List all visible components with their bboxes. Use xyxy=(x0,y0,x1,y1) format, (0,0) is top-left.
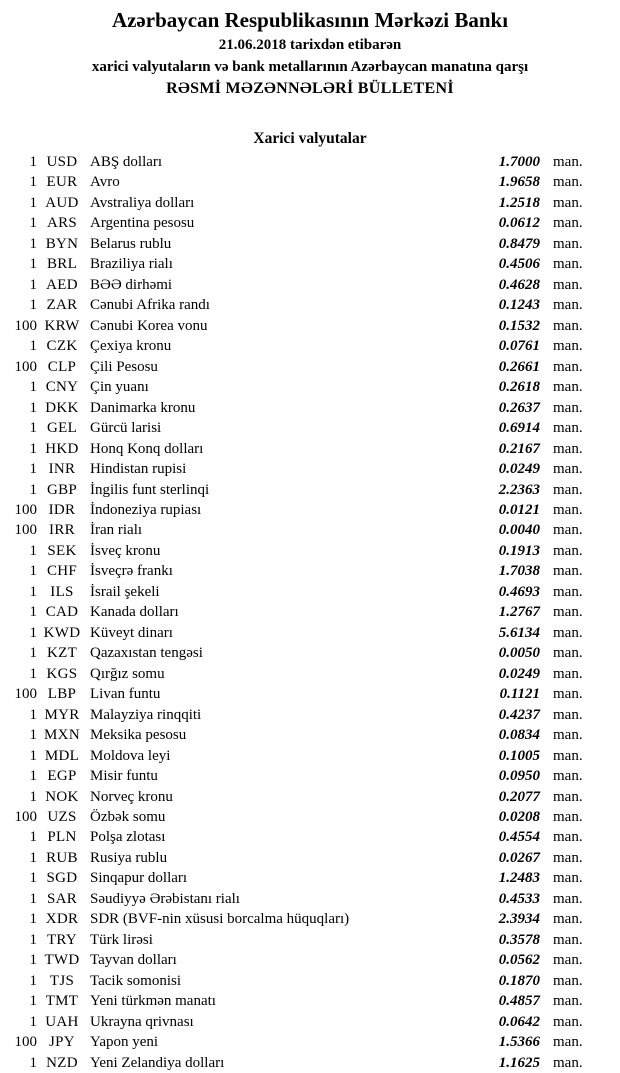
currency-name: Qazaxıstan tengəsi xyxy=(90,645,203,662)
currency-name: Braziliya rialı xyxy=(90,256,173,273)
unit-label: man. xyxy=(553,604,583,621)
table-row xyxy=(0,684,620,704)
currency-rate: 0.0950 xyxy=(498,768,540,785)
unit-label: man. xyxy=(553,420,583,437)
table-row xyxy=(0,643,620,663)
currency-rate: 0.2637 xyxy=(498,399,540,416)
unit-label: man. xyxy=(553,706,583,723)
currency-quantity: 1 xyxy=(29,420,37,437)
unit-label: man. xyxy=(553,665,583,682)
currency-code: MYR xyxy=(44,706,80,723)
table-row xyxy=(0,213,620,233)
unit-label: man. xyxy=(553,235,583,252)
unit-label: man. xyxy=(553,583,583,600)
unit-label: man. xyxy=(553,461,583,478)
table-row xyxy=(0,377,620,397)
currency-quantity: 1 xyxy=(29,215,37,232)
currency-code: CNY xyxy=(45,379,79,396)
table-row xyxy=(0,602,620,622)
unit-label: man. xyxy=(553,174,583,191)
currency-quantity: 1 xyxy=(29,768,37,785)
unit-label: man. xyxy=(553,849,583,866)
currency-name: Sinqapur dolları xyxy=(90,870,188,887)
unit-label: man. xyxy=(553,1013,583,1030)
table-row xyxy=(0,889,620,909)
unit-label: man. xyxy=(553,542,583,559)
unit-label: man. xyxy=(553,154,583,170)
unit-label: man. xyxy=(553,809,583,825)
currency-quantity: 1 xyxy=(29,788,37,805)
currency-quantity: 1 xyxy=(29,583,37,600)
currency-name: ABŞ dolları xyxy=(90,154,163,170)
currency-code: AUD xyxy=(45,194,79,211)
unit-label: man. xyxy=(553,829,583,846)
unit-label: man. xyxy=(553,911,583,928)
currency-code: KGS xyxy=(46,665,78,682)
unit-label: man. xyxy=(553,993,583,1010)
currency-code: SEK xyxy=(47,542,77,559)
currency-name: Norveç kronu xyxy=(90,788,173,805)
currency-rate: 0.0267 xyxy=(498,849,540,866)
currency-name: Çin yuanı xyxy=(90,379,149,396)
currency-name: Yeni türkmən manatı xyxy=(90,993,216,1010)
currency-code: PLN xyxy=(47,829,77,846)
currency-code: BRL xyxy=(46,256,78,273)
currency-name: Moldova leyi xyxy=(90,747,171,764)
currency-code: INR xyxy=(48,461,76,478)
currency-name: Yapon yeni xyxy=(90,1034,159,1051)
currency-quantity: 1 xyxy=(29,542,37,559)
currency-rate: 0.4533 xyxy=(498,890,540,907)
currency-quantity: 1 xyxy=(29,563,37,580)
currency-name: Belarus rublu xyxy=(90,235,172,252)
currency-rate: 1.7038 xyxy=(498,563,540,580)
table-row xyxy=(0,439,620,459)
currency-code: CAD xyxy=(45,604,79,621)
currency-code: UZS xyxy=(47,809,77,825)
currency-rate: 0.0208 xyxy=(498,809,540,825)
currency-code: TWD xyxy=(44,952,80,969)
unit-label: man. xyxy=(553,215,583,232)
unit-label: man. xyxy=(553,931,583,948)
currency-rate: 0.0121 xyxy=(498,501,540,518)
bulletin-title: RƏSMİ MƏZƏNNƏLƏRİ BÜLLETENİ xyxy=(166,80,454,97)
table-row xyxy=(0,807,620,827)
currency-name: SDR (BVF-nin xüsusi borcalma hüquqları) xyxy=(90,911,350,928)
currency-code: BYN xyxy=(45,235,79,252)
currency-name: Qırğız somu xyxy=(90,665,165,682)
currency-name: Avstraliya dolları xyxy=(90,194,195,211)
currency-name: Ukrayna qrivnası xyxy=(90,1013,194,1030)
section-title-foreign-currencies: Xarici valyutalar xyxy=(253,130,367,147)
currency-code: CZK xyxy=(46,338,78,355)
currency-quantity: 1 xyxy=(29,849,37,866)
unit-label: man. xyxy=(553,563,583,580)
currency-code: EUR xyxy=(46,174,78,191)
table-row xyxy=(0,254,620,274)
currency-rate: 0.0612 xyxy=(498,215,540,232)
currency-name: Honq Konq dolları xyxy=(90,440,204,457)
currency-name: İngilis funt sterlinqi xyxy=(90,481,210,498)
unit-label: man. xyxy=(553,624,583,641)
table-row xyxy=(0,623,620,643)
currency-code: TMT xyxy=(45,993,79,1010)
currency-quantity: 100 xyxy=(14,317,37,334)
currency-quantity: 1 xyxy=(29,1013,37,1030)
table-row xyxy=(0,848,620,868)
table-row xyxy=(0,1053,620,1073)
currency-rate: 1.7000 xyxy=(498,154,540,170)
currency-quantity: 1 xyxy=(29,972,37,989)
currency-code: TJS xyxy=(49,972,75,989)
table-row xyxy=(0,1012,620,1032)
currency-rate: 0.1913 xyxy=(498,542,540,559)
currency-name: Hindistan rupisi xyxy=(90,461,187,478)
table-row xyxy=(0,500,620,520)
table-row xyxy=(0,705,620,725)
currency-rate: 2.2363 xyxy=(498,481,540,498)
currency-name: Özbək somu xyxy=(90,809,166,825)
effective-date-line: 21.06.2018 tarixdən etibarən xyxy=(218,37,402,53)
currency-rate: 0.4628 xyxy=(498,276,540,293)
currency-quantity: 1 xyxy=(29,174,37,191)
currency-code: SAR xyxy=(46,890,78,907)
currency-quantity: 1 xyxy=(29,1054,37,1071)
currency-code: HKD xyxy=(45,440,79,457)
currency-quantity: 1 xyxy=(29,993,37,1010)
unit-label: man. xyxy=(553,972,583,989)
table-row xyxy=(0,316,620,336)
currency-rate: 0.2167 xyxy=(498,440,540,457)
unit-label: man. xyxy=(553,727,583,744)
table-row xyxy=(0,520,620,540)
unit-label: man. xyxy=(553,297,583,314)
table-row xyxy=(0,582,620,602)
currency-quantity: 1 xyxy=(29,154,37,170)
table-row xyxy=(0,950,620,970)
document-header xyxy=(0,0,620,100)
unit-label: man. xyxy=(553,768,583,785)
bank-name-title: Azərbaycan Respublikasının Mərkəzi Bankı xyxy=(111,8,509,32)
table-row xyxy=(0,172,620,192)
currency-name: Polşa zlotası xyxy=(90,829,166,846)
currency-code: IDR xyxy=(48,501,76,518)
rates-table xyxy=(0,152,620,1073)
unit-label: man. xyxy=(553,481,583,498)
currency-quantity: 1 xyxy=(29,461,37,478)
currency-name: Səudiyyə Ərəbistanı rialı xyxy=(90,890,240,907)
unit-label: man. xyxy=(553,686,583,703)
currency-code: DKK xyxy=(45,399,79,416)
unit-label: man. xyxy=(553,440,583,457)
currency-quantity: 1 xyxy=(29,256,37,273)
currency-name: Çili Pesosu xyxy=(90,358,158,375)
currency-name: Yeni Zelandiya dolları xyxy=(90,1054,225,1071)
unit-label: man. xyxy=(553,256,583,273)
currency-rate: 0.8479 xyxy=(498,235,540,252)
currency-quantity: 100 xyxy=(14,358,37,375)
currency-code: KRW xyxy=(44,317,80,334)
scope-line: xarici valyutaların və bank metallarının Azərbaycan manatına qarşı xyxy=(91,59,529,75)
currency-rate: 0.1243 xyxy=(498,297,540,314)
currency-rate: 0.0050 xyxy=(498,645,540,662)
currency-code: LBP xyxy=(47,686,77,703)
currency-quantity: 100 xyxy=(14,809,37,825)
currency-quantity: 1 xyxy=(29,952,37,969)
currency-code: SGD xyxy=(46,870,78,887)
currency-rate: 0.0249 xyxy=(498,665,540,682)
table-row xyxy=(0,868,620,888)
table-row xyxy=(0,787,620,807)
currency-code: ZAR xyxy=(46,297,78,314)
currency-code: JPY xyxy=(49,1034,75,1051)
unit-label: man. xyxy=(553,399,583,416)
currency-rate: 0.1870 xyxy=(498,972,540,989)
currency-code: IRR xyxy=(49,522,75,539)
currency-quantity: 1 xyxy=(29,624,37,641)
unit-label: man. xyxy=(553,890,583,907)
currency-rate: 0.4857 xyxy=(498,993,540,1010)
unit-label: man. xyxy=(553,522,583,539)
unit-label: man. xyxy=(553,788,583,805)
currency-code: NZD xyxy=(46,1054,78,1071)
unit-label: man. xyxy=(553,1034,583,1051)
table-row xyxy=(0,766,620,786)
currency-rate: 0.1005 xyxy=(498,747,540,764)
currency-name: Çexiya kronu xyxy=(90,338,172,355)
table-row xyxy=(0,561,620,581)
currency-rate: 0.0834 xyxy=(498,727,540,744)
currency-quantity: 1 xyxy=(29,481,37,498)
currency-code: GBP xyxy=(46,481,78,498)
currency-code: UAH xyxy=(45,1013,79,1030)
table-row xyxy=(0,336,620,356)
currency-name: Avro xyxy=(90,174,120,191)
unit-label: man. xyxy=(553,358,583,375)
currency-name: İran rialı xyxy=(90,522,143,539)
currency-name: Gürcü larisi xyxy=(90,420,162,437)
currency-rate: 0.0761 xyxy=(498,338,540,355)
currency-name: Cənubi Afrika randı xyxy=(90,297,210,314)
currency-rate: 0.3578 xyxy=(498,931,540,948)
unit-label: man. xyxy=(553,194,583,211)
table-row xyxy=(0,541,620,561)
unit-label: man. xyxy=(553,952,583,969)
table-row xyxy=(0,193,620,213)
currency-quantity: 1 xyxy=(29,235,37,252)
currency-rate: 0.0562 xyxy=(498,952,540,969)
currency-rate: 0.4693 xyxy=(498,583,540,600)
table-row xyxy=(0,480,620,500)
unit-label: man. xyxy=(553,379,583,396)
table-row xyxy=(0,725,620,745)
currency-name: Tacik somonisi xyxy=(90,972,182,989)
table-row xyxy=(0,746,620,766)
currency-name: Tayvan dolları xyxy=(90,952,177,969)
table-row xyxy=(0,664,620,684)
table-row xyxy=(0,418,620,438)
currency-quantity: 100 xyxy=(14,1034,37,1051)
currency-rate: 0.0249 xyxy=(498,461,540,478)
currency-rate: 0.4506 xyxy=(498,256,540,273)
currency-quantity: 1 xyxy=(29,276,37,293)
currency-rate: 1.9658 xyxy=(498,174,540,191)
currency-name: Rusiya rublu xyxy=(90,849,168,866)
currency-quantity: 1 xyxy=(29,665,37,682)
unit-label: man. xyxy=(553,317,583,334)
currency-code: EGP xyxy=(47,768,77,785)
currency-quantity: 1 xyxy=(29,870,37,887)
unit-label: man. xyxy=(553,747,583,764)
currency-name: Cənubi Korea vonu xyxy=(90,317,208,334)
currency-rate: 1.2518 xyxy=(498,194,540,211)
table-row xyxy=(0,930,620,950)
table-row xyxy=(0,275,620,295)
currency-rate: 2.3934 xyxy=(498,911,540,928)
currency-rate: 0.2618 xyxy=(498,379,540,396)
table-row xyxy=(0,827,620,847)
currency-rate: 0.2077 xyxy=(498,788,540,805)
currency-code: AED xyxy=(46,276,78,293)
unit-label: man. xyxy=(553,870,583,887)
currency-rate: 0.0040 xyxy=(498,522,540,539)
currency-name: BƏƏ dirhəmi xyxy=(90,276,173,293)
table-row xyxy=(0,991,620,1011)
currency-quantity: 100 xyxy=(14,501,37,518)
currency-quantity: 1 xyxy=(29,911,37,928)
currency-name: Küveyt dinarı xyxy=(90,624,173,641)
currency-rate: 1.2767 xyxy=(498,604,540,621)
currency-quantity: 1 xyxy=(29,829,37,846)
currency-quantity: 1 xyxy=(29,727,37,744)
currency-quantity: 1 xyxy=(29,297,37,314)
currency-quantity: 1 xyxy=(29,604,37,621)
currency-quantity: 1 xyxy=(29,890,37,907)
table-row xyxy=(0,1032,620,1052)
table-row xyxy=(0,152,620,172)
currency-code: RUB xyxy=(46,849,78,866)
currency-code: KZT xyxy=(46,645,78,662)
currency-rate: 0.1532 xyxy=(498,317,540,334)
currency-code: MDL xyxy=(44,747,80,764)
table-row xyxy=(0,459,620,479)
currency-rate: 0.0642 xyxy=(498,1013,540,1030)
unit-label: man. xyxy=(553,501,583,518)
currency-name: Misir funtu xyxy=(90,768,158,785)
unit-label: man. xyxy=(553,338,583,355)
currency-rate: 1.5366 xyxy=(498,1034,540,1051)
table-row xyxy=(0,971,620,991)
unit-label: man. xyxy=(553,645,583,662)
currency-rate: 0.4237 xyxy=(498,706,540,723)
currency-code: GEL xyxy=(46,420,78,437)
currency-quantity: 100 xyxy=(14,686,37,703)
currency-code: ILS xyxy=(50,583,74,600)
currency-name: İsveçrə frankı xyxy=(90,563,173,580)
table-row xyxy=(0,909,620,929)
currency-name: İsrail şekeli xyxy=(90,583,160,600)
currency-rate: 0.6914 xyxy=(498,420,540,437)
currency-quantity: 1 xyxy=(29,747,37,764)
currency-rate: 0.4554 xyxy=(498,829,540,846)
currency-name: Kanada dolları xyxy=(90,604,179,621)
currency-rate: 0.1121 xyxy=(499,686,540,703)
currency-quantity: 1 xyxy=(29,931,37,948)
currency-code: CLP xyxy=(47,358,77,375)
currency-code: CHF xyxy=(46,563,78,580)
unit-label: man. xyxy=(553,1054,583,1071)
currency-quantity: 1 xyxy=(29,645,37,662)
currency-rate: 1.2483 xyxy=(498,870,540,887)
currency-rate: 1.1625 xyxy=(498,1054,540,1071)
currency-quantity: 1 xyxy=(29,194,37,211)
currency-quantity: 1 xyxy=(29,399,37,416)
unit-label: man. xyxy=(553,276,583,293)
currency-name: İndoneziya rupiası xyxy=(90,501,202,518)
currency-name: Meksika pesosu xyxy=(90,727,187,744)
currency-name: İsveç kronu xyxy=(90,542,161,559)
currency-quantity: 1 xyxy=(29,379,37,396)
currency-quantity: 1 xyxy=(29,706,37,723)
table-row xyxy=(0,398,620,418)
currency-rate: 0.2661 xyxy=(498,358,540,375)
currency-name: Malayziya rinqqiti xyxy=(90,706,202,723)
currency-code: KWD xyxy=(43,624,81,641)
currency-code: NOK xyxy=(45,788,79,805)
currency-code: USD xyxy=(46,154,78,170)
currency-rate: 5.6134 xyxy=(498,624,540,641)
table-row xyxy=(0,234,620,254)
currency-quantity: 1 xyxy=(29,338,37,355)
table-row xyxy=(0,295,620,315)
currency-code: XDR xyxy=(45,911,79,928)
currency-name: Türk lirəsi xyxy=(90,931,153,948)
currency-quantity: 100 xyxy=(14,522,37,539)
currency-quantity: 1 xyxy=(29,440,37,457)
currency-code: TRY xyxy=(46,931,78,948)
currency-code: MXN xyxy=(44,727,80,744)
currency-name: Danimarka kronu xyxy=(90,399,196,416)
table-row xyxy=(0,357,620,377)
currency-name: Argentina pesosu xyxy=(90,215,195,232)
currency-name: Livan funtu xyxy=(90,686,161,703)
currency-code: ARS xyxy=(46,215,78,232)
